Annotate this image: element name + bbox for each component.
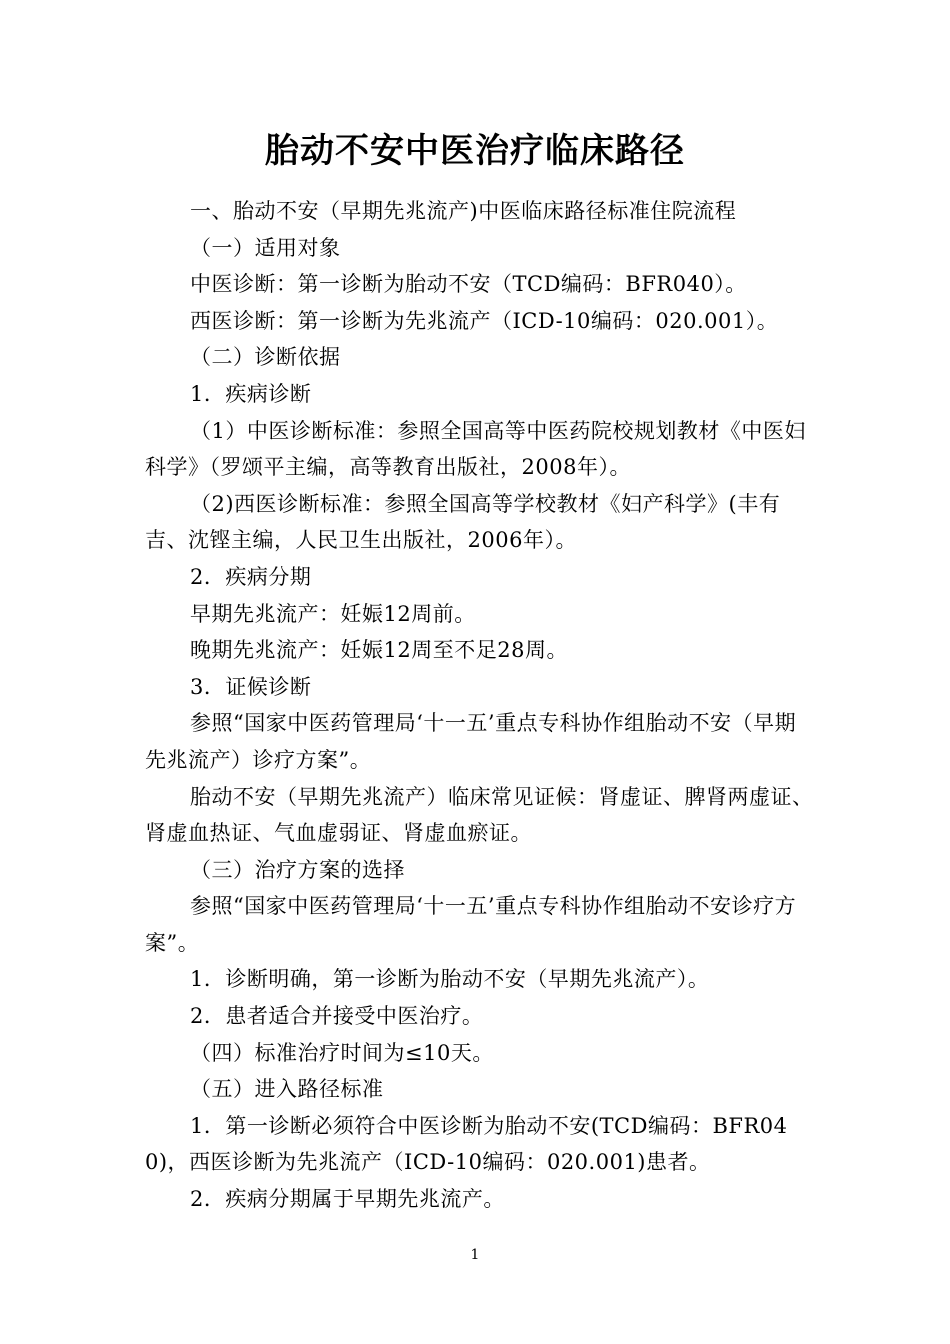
- paragraph: 2．疾病分期属于早期先兆流产。: [190, 1187, 505, 1212]
- paragraph: （一）适用对象: [190, 235, 341, 260]
- paragraph: 一、胎动不安（早期先兆流产)中医临床路径标准住院流程: [190, 199, 737, 223]
- paragraph: 2．患者适合并接受中医治疗。: [190, 1004, 484, 1029]
- paragraph: （1）中医诊断标准：参照全国高等中医药院校规划教材《中医妇科学》（罗颂平主编，高等教育出版社，2008年）。: [145, 418, 806, 480]
- paragraph: 3．证候诊断: [190, 674, 312, 699]
- paragraph: 1．诊断明确，第一诊断为胎动不安（早期先兆流产）。: [190, 967, 710, 992]
- paragraph: （三）治疗方案的选择: [190, 857, 405, 882]
- paragraph: 参照“国家中医药管理局‘十一五’重点专科协作组胎动不安诊疗方案”。: [145, 894, 797, 955]
- document-body: [145, 193, 815, 1218]
- paragraph: （2)西医诊断标准：参照全国高等学校教材《妇产科学》(丰有吉、沈铿主编，人民卫生出版社，2006年）。: [145, 491, 781, 553]
- paragraph: 胎动不安（早期先兆流产）临床常见证候：肾虚证、脾肾两虚证、肾虚血热证、气血虚弱证、肾虚血瘀证。: [145, 784, 814, 846]
- paragraph: 中医诊断：第一诊断为胎动不安（TCD编码：BFR040）。: [190, 272, 747, 297]
- document-title: 胎动不安中医治疗临床路径: [265, 131, 685, 171]
- paragraph: 早期先兆流产：妊娠12周前。: [190, 601, 476, 626]
- paragraph: 1．疾病诊断: [190, 381, 312, 406]
- paragraph: （二）诊断依据: [190, 345, 341, 370]
- paragraph: 1．第一诊断必须符合中医诊断为胎动不安(TCD编码：BFR040)，西医诊断为先兆流产（ICD-10编码：020.001)患者。: [145, 1113, 788, 1175]
- paragraph: （五）进入路径标准: [190, 1077, 384, 1102]
- paragraph: 晚期先兆流产：妊娠12周至不足28周。: [190, 638, 568, 663]
- paragraph: 2．疾病分期: [190, 564, 312, 589]
- page-number: 1: [470, 1247, 480, 1263]
- paragraph: 西医诊断：第一诊断为先兆流产（ICD-10编码：020.001）。: [190, 308, 779, 333]
- paragraph: （四）标准治疗时间为≤10天。: [190, 1040, 494, 1065]
- paragraph: 参照“国家中医药管理局‘十一五’重点专科协作组胎动不安（早期先兆流产）诊疗方案”。: [145, 711, 797, 772]
